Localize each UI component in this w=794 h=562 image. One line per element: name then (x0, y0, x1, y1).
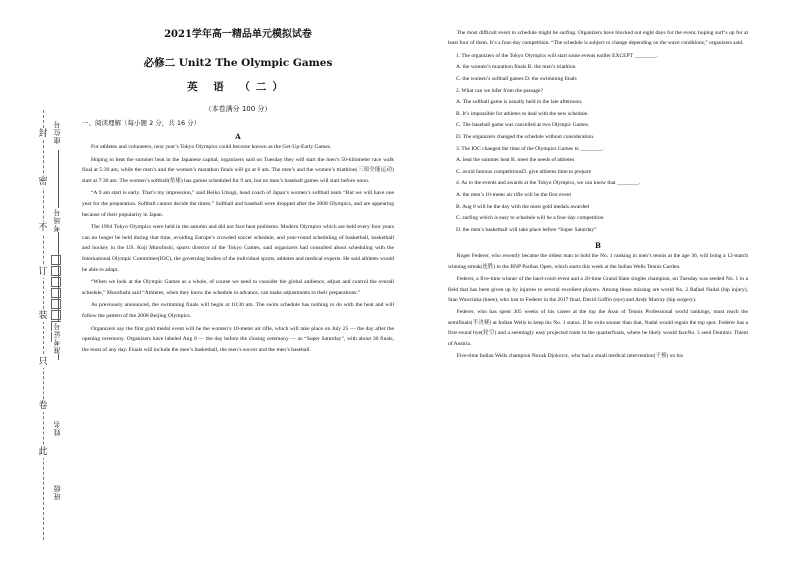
binding-char: 订 (35, 266, 51, 278)
question-option: D. The organizers changed the schedule without consideration. (456, 133, 595, 140)
passage-a-paragraph: “A 9 am start is early. That’s my impression,” said Reiko Utsugi, head coach of Japan’s women’s softball team “But we will have one year for the preparation. Softball cannot decide the times.” Softball and baseball were dropped after the 2008 Olympics, and are appearing because of their popularity in Japan. (82, 190, 394, 218)
exam-subtitle: 必修二 Unit2 The Olympic Games (143, 57, 333, 69)
binding-char: 只 (35, 356, 51, 368)
question-option: B. Aug 8 will be the day with the most gold medals awarded (456, 203, 590, 210)
question-option: A. The softball game is usually held in the late afternoon. (456, 99, 583, 106)
question-option: C. avoid famous competitionsD. give athletes time to prepare (456, 168, 592, 175)
question-stem: 4. As to the events and awards at the Tokyo Olympics, we can know that ________. (456, 180, 641, 187)
exam-title: 2021学年高一精品单元模拟试卷 (164, 29, 312, 40)
binding-char: 卷 (35, 400, 51, 412)
question-option: A. beat the summer heat B. meet the needs of athletes (456, 157, 575, 164)
score-note: （本卷满分 100 分） (204, 105, 272, 113)
binding-char: 此 (35, 446, 51, 458)
binding-char: 密 (35, 176, 51, 188)
passage-a-paragraph: “When we look at the Olympic Games as a whole, of course we need to consider the global audience, adjust and control the overall schedule,” Murofushi said “Athletes, when they know the schedule in advance, can make adjustments to their preparations.” (82, 279, 394, 296)
question-stem: 3. The IOC changed the time of the Olympics Games to ________. (456, 145, 604, 152)
binding-margin (0, 0, 80, 562)
admission-number-field: 准考证号 (52, 322, 64, 354)
passage-b-paragraph: Roger Federer, who recently became the oldest man to hold the No. 1 ranking in men’s tennis at the age 36, will bring a 12-match winning streak(连胜) to the BNP Paribas Open, which starts this week at the Indian Wells Tennis Garden. (448, 253, 748, 270)
binding-char: 封 (35, 128, 51, 140)
left-column (82, 28, 394, 357)
right-column (448, 28, 748, 363)
question-option: C. The baseball game was cancelled at two Olympic Games. (456, 122, 590, 129)
seat-number-field: 座位号 (52, 120, 64, 144)
binding-char: 不 (35, 222, 51, 234)
exam-subject: 英 语 （二） (187, 81, 289, 93)
question-option: A. the women’s marathon finals B. the men’s triathlon (456, 64, 576, 71)
question-stem: 1. The organizers of the Tokyo Olympics will start some events earlier EXCEPT ________. (456, 52, 658, 59)
passage-a-paragraph: Hoping to beat the summer heat in the Japanese capital, organizers said on Tuesday they will start the men’s 50-kilometer race walk final at 5:30 am, while the men’s and the women’s marathon finals will go at 6 am. The men’s and the women’s triathlon(三项全能运动) start at 7:30 am. The women’s softball(垒球) has games scheduled for 9 am, but no men’s baseball games will start before noon. (82, 156, 394, 184)
question-option: A. the men’s 10-meter air rifle will be the first event (456, 191, 572, 198)
passage-a-label: A (235, 132, 241, 141)
name-field: 姓名 (52, 420, 64, 436)
passage-b-paragraph: Federer, a five-time winner of the hard-court event and a 20-time Grand Slam singles champion, on Tuesday was seeded No. 1 in a field that has been given up by injuries to several excellent players. Among those missing are world No. 2 Rafael Nadal (hip injury), Stan Wawrinka (knee), who lost to Federer in the 2017 final, David Goffin (eye) and Andy Murray (hip surgery). (448, 276, 748, 303)
cut-line (43, 110, 44, 540)
passage-a-paragraph: Organizers say the first gold medal event will be the women’s 10-meter air rifle, which will take place on July 25 — the day after the opening ceremony. Organizers have labeled Aug 8 — the day before the closing ceremony — as “Super Saturday”, with about 30 finals, the most of any day. Finals will include the men’s basketball, the men’s soccer and the men’s baseball. (82, 325, 394, 353)
passage-a-paragraph: As previously announced, the swimming finals will begin at 10:30 am. The swim schedule has nothing to do with the heat and will follow the pattern of the 2008 Beijing Olympics. (82, 302, 394, 319)
binding-char: 装 (35, 310, 51, 322)
question-stem: 2. What can we infer from the passage? (456, 87, 543, 94)
question-option: C. the women’s softball games D. the swimming finals (456, 76, 577, 82)
class-field: 班级 (52, 484, 64, 500)
passage-b-paragraph: Five-time Indian Wells champion Novak Djokovic, who had a small medical intervention(干预) on his (456, 352, 683, 359)
question-option: C. surfing which is easy to schedule will be a four-day competition (456, 215, 604, 222)
section-heading: 一、阅读理解（每小题 2 分，共 16 分） (82, 119, 201, 127)
passage-b-label: B (595, 241, 601, 251)
passage-a-paragraph: The 1964 Tokyo Olympics were held in the autumn and did not face heat problems. Modern Olympics which are held every four years can no longer be held during that time, avoiding Europe’s crowded soccer schedule, and year-round scheduling of basketball, basketball and hockey in the US. Koji Murofushi, sports director of the Tokyo Games, said organizers had consulted about scheduling with the International Olympic Committee(IOC), the governing bodies of the individual sports, athletes and medical experts. He said athletes would be able to adapt. (82, 224, 394, 273)
exam-room-field: 考场号 (52, 208, 64, 232)
passage-b-paragraph: Federer, who has spent 305 weeks of his career at the top the Assn of Tennis Professional world rankings, must reach the semifinals(半决赛) at Indian Wells to keep his No. 1 status. If he exits sooner than that, Nadal would regain the top spot. Federer has a first-round bye(轮空) and a seemingly easy projected route to the quarterfinals, where he likely would faceNo. 5 seed Dominic Thiem of Austria. (448, 309, 748, 347)
question-option: B. It’s impossible for athletes to deal with the new schedule. (456, 110, 589, 117)
question-option: D. the men’s basketball will take place before “Super Saturday” (456, 226, 597, 233)
passage-a-paragraph: The most difficult event to schedule might be surfing. Organizers have blocked out eight days for the event, hoping surf’s up for at least four of them. It’s a four-day competition. “The schedule is subject to change depending on the wave conditions,” organizers said. (448, 30, 748, 47)
passage-a-paragraph: For athletes and volunteers, next year’s Tokyo Olympics could become known as the Get-Up-Early Games. (90, 144, 332, 150)
